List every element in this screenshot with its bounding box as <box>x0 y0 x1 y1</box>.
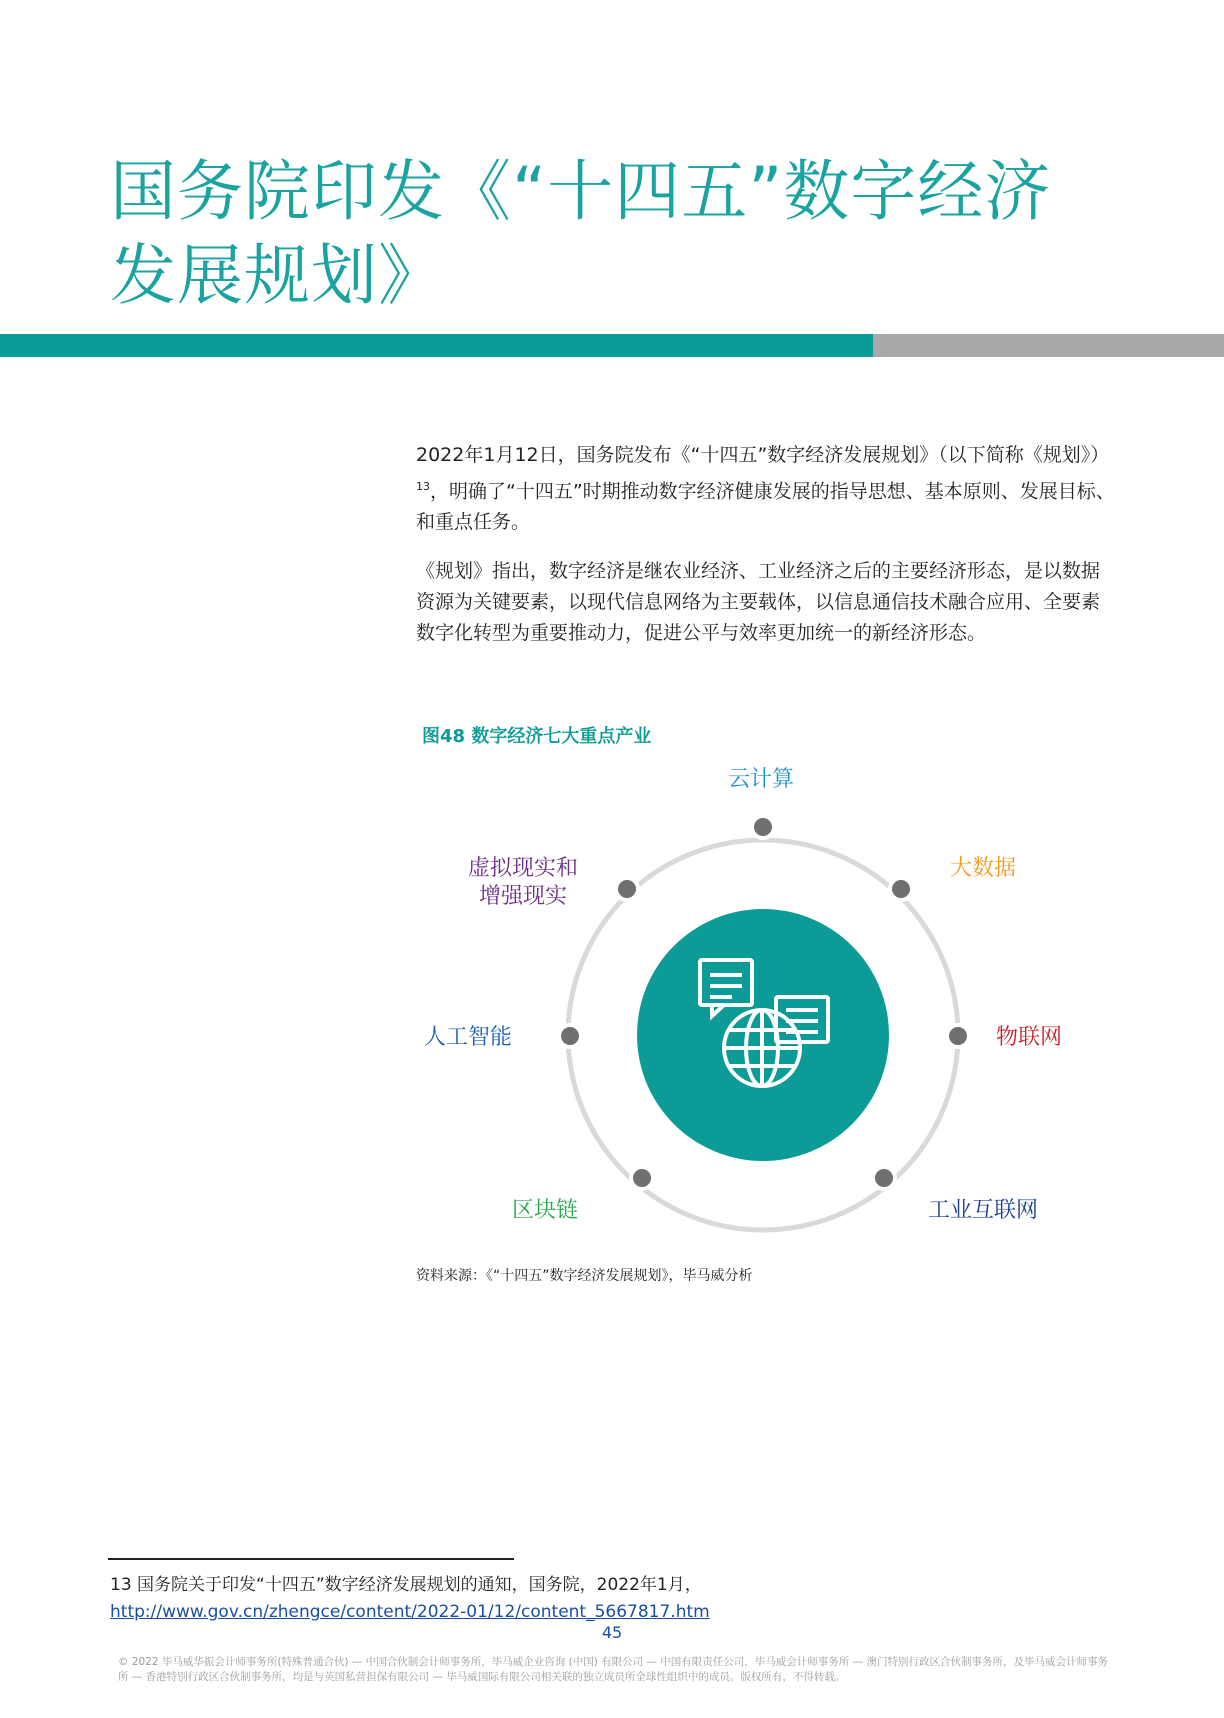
dot-industrial <box>873 1167 895 1189</box>
node-label-blockchain: 区块链 <box>512 1198 579 1223</box>
page-number: 45 <box>601 1623 623 1642</box>
center-circle <box>637 909 889 1161</box>
dot-ai <box>559 1025 581 1047</box>
figure-source: 资料来源：《“十四五”数字经济发展规划》，毕马威分析 <box>416 1268 753 1284</box>
dot-vr <box>616 878 638 900</box>
paragraph-2: 《规划》指出，数字经济是继农业经济、工业经济之后的主要经济形态，是以数据资源为关键要素，以现代信息网络为主要载体，以信息通信技术融合应用、全要素数字化转型为重要推动力，促进公平与效率更加统一的新经济形态。 <box>416 560 1101 644</box>
node-label-iot: 物联网 <box>996 1025 1063 1050</box>
node-label-cloud: 云计算 <box>728 767 795 792</box>
footnote-ref: 13 <box>416 480 430 493</box>
header-bar-teal <box>0 334 873 357</box>
dot-blockchain <box>631 1167 653 1189</box>
header-bar-gray <box>873 334 1224 357</box>
paragraph-1 <box>416 440 1116 538</box>
figure-title: 图48 数字经济七大重点产业 <box>422 726 652 747</box>
footnote <box>110 1572 1010 1626</box>
footnote-text: 13 国务院关于印发“十四五”数字经济发展规划的通知，国务院，2022年1月， <box>110 1575 702 1595</box>
node-label-industrial-internet: 工业互联网 <box>928 1198 1039 1223</box>
legal-notice: © 2022 毕马威华振会计师事务所(特殊普通合伙) — 中国合伙制会计师事务所，毕马威企业咨询 (中国) 有限公司 — 中国有限责任公司，毕马威会计师事务所 — 澳门特别行政区合伙制事务所，及毕马威会计师事务所 — 香港特别行政区合伙制事务所，均是与英国私营担保有限公司 — 毕马威国际有限公司相关联的独立成员所全球性组织中的成员。版权所有，不得转载。 <box>118 1656 1108 1683</box>
node-label-bigdata: 大数据 <box>950 856 1017 881</box>
title-line-1: 国务院印发《“十四五”数字经济 <box>110 153 1052 230</box>
page-title <box>110 150 1150 318</box>
dot-cloud <box>752 816 774 838</box>
node-dots <box>559 816 969 1189</box>
paragraph-1-text-a: 2022年1月12日，国务院发布《“十四五”数字经济发展规划》（以下简称《规划》） <box>416 444 1110 466</box>
dot-bigdata <box>890 878 912 900</box>
footnote-link[interactable]: http://www.gov.cn/zhengce/content/2022-01/12/content_5667817.htm <box>110 1602 710 1622</box>
footnote-divider <box>108 1558 514 1560</box>
dot-iot <box>947 1025 969 1047</box>
node-label-vr-ar: 虚拟现实和 增强现实 <box>468 856 579 909</box>
paragraph-1-text-b: ，明确了“十四五”时期推动数字经济健康发展的指导思想、基本原则、发展目标、和重点任务。 <box>416 480 1115 534</box>
chat-globe-icon <box>700 960 828 1086</box>
outer-ring <box>568 840 958 1230</box>
node-label-ai: 人工智能 <box>424 1025 513 1050</box>
title-line-2: 发展规划》 <box>110 237 445 314</box>
